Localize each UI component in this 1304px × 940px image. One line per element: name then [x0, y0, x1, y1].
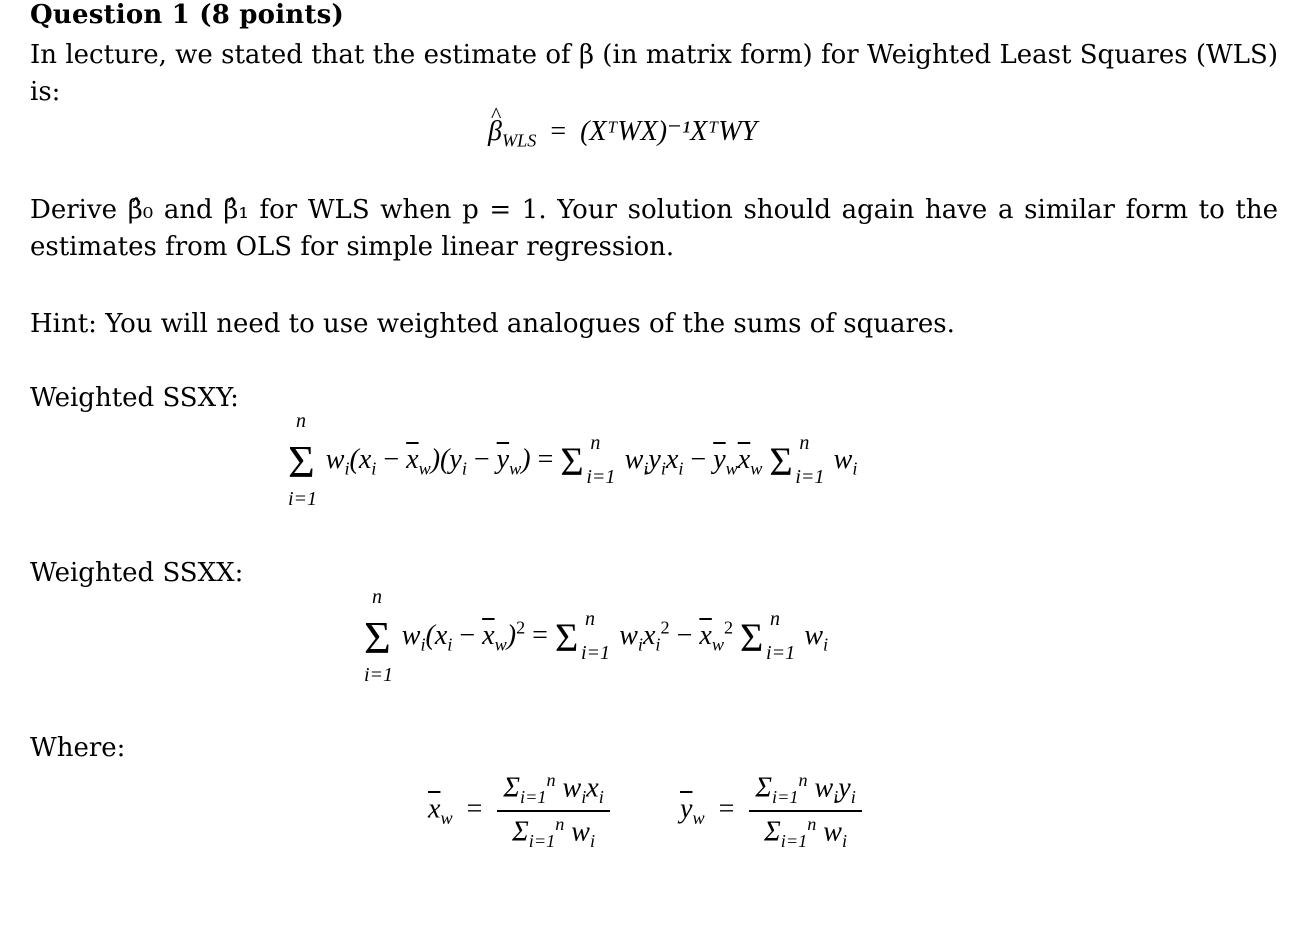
xbar-w-definition: $\overline{x}_w$ = $\frac{\Sigma_{i=1}^n w_ix_i}{\Sigma_{i=1}^n w_i}$: [428, 770, 610, 852]
summation-symbol: Σ n i=1: [554, 608, 611, 664]
derive-paragraph: Derive β̂₀ and β̂₁ for WLS when p = 1. Your solution should again have a similar form to the estimates from OLS for simple linear regression.: [30, 195, 1278, 262]
label-weighted-ssxy: Weighted SSXY:: [30, 383, 239, 413]
intro-paragraph: In lecture, we stated that the estimate of β (in matrix form) for Weighted Least Squares (WLS) is:: [30, 40, 1278, 107]
ssxy-equation: Σ n i=1 $w_i(x_i - \overline{x}_w)(y_i - \overline{y}_w) = \Sigma$ n i=1 $w_iy_ix_i - \overline{y}_w\overline{x}_w$ Σ n i=1 $w_i$: [288, 409, 858, 510]
summation-symbol: Σ n i=1: [560, 432, 616, 488]
label-where: Where:: [30, 733, 126, 763]
ybar-w-definition: $\overline{y}_w$ = $\frac{\Sigma_{i=1}^n w_iy_i}{\Sigma_{i=1}^n w_i}$: [680, 770, 862, 852]
label-weighted-ssxx: Weighted SSXX:: [30, 558, 244, 588]
wls-estimator-equation: ^ $\beta_{WLS}$ = (XᵀWX)⁻¹XᵀWY: [488, 114, 757, 152]
summation-symbol: Σ n i=1: [288, 409, 318, 510]
summation-symbol: Σ n i=1: [769, 432, 825, 488]
hint-text: Hint: You will need to use weighted analogues of the sums of squares.: [30, 309, 955, 339]
wls-formula: (XᵀWX)⁻¹XᵀWY: [580, 116, 758, 147]
fraction: $\frac{\Sigma_{i=1}^n w_ix_i}{\Sigma_{i=1}^n w_i}$: [497, 770, 609, 852]
ssxx-equation: Σ n i=1 $w_i(x_i - \overline{x}_w)^2 = \Sigma$ n i=1 $w_ix_i^2 - \overline{x}_w^2$ Σ n i=1 $w_i$: [364, 585, 829, 686]
question-title: Question 1 (8 points): [30, 0, 344, 30]
fraction: $\frac{\Sigma_{i=1}^n w_iy_i}{\Sigma_{i=1}^n w_i}$: [749, 770, 861, 852]
summation-symbol: Σ n i=1: [740, 608, 796, 664]
summation-symbol: Σ n i=1: [364, 585, 394, 686]
